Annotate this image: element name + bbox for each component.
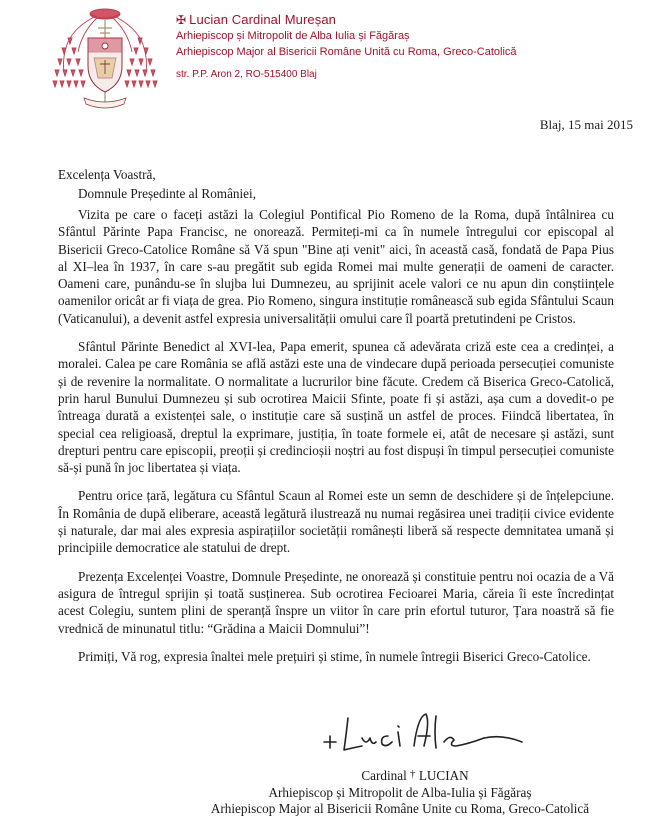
dagger-icon: † bbox=[410, 768, 416, 780]
letter-date: Blaj, 15 mai 2015 bbox=[539, 117, 633, 132]
paragraph: Prezența Excelenței Voastre, Domnule Președinte, ne onorează și constituie pentru noi ocazia de a Vă asigura de întregul sprijin și toată susținerea. Sub ocrotirea Fecioarei Maria, căreia îi este încredințat acest Colegiu, suntem plini de speranță înspre un viitor în care prin efortul tuturor, Țara noastră să fie vrednică de minunatul titlu: “Grădina a Maicii Domnului”! bbox=[58, 568, 614, 636]
signatory-name: Cardinal † LUCIAN bbox=[361, 768, 469, 783]
letterhead bbox=[176, 12, 646, 82]
closing-block bbox=[180, 766, 620, 818]
letterhead-title-2: Arhiepiscop Major al Bisericii Române Unită cu Roma, Greco-Catolică bbox=[176, 46, 517, 58]
salutation-line-1: Excelența Voastră, bbox=[58, 167, 156, 182]
letter-body bbox=[58, 206, 614, 676]
paragraph: Pentru orice țară, legătura cu Sfântul Scaun al Romei este un semn de deschidere și de înțelepciune. În România de după eliberare, această legătură ilustrează nu numai regăsirea unei tradiții civice evidente și naturale, dar mai ales expresia aspirațiilor societății românești liberă să respecte demnitatea umană și principiile democratice ale statului de drept. bbox=[58, 488, 614, 556]
signatory-title-1: Arhiepiscop și Mitropolit de Alba-Iulia și Făgăraș bbox=[268, 784, 532, 800]
paragraph: Vizita pe care o faceți astăzi la Colegiul Pontifical Pio Romeno de la Roma, după întâlnirea cu Sfântul Părinte Papa Francisc, ne onorează. Permiteți-mi ca în numele întregului cor episcopal al Bisericii Greco-Catolice Române să Vă spun "Bine ați venit" aici, în această casă, fondată de Papa Pius al XI–lea în 1937, în care s-au pregătit sub egida Romei mai multe generații de oameni de caracter. Oameni care, punându-se în slujba lui Dumnezeu, au sprijinit acele valori ce nu apun din conștiințele oamenilor oricât ar fi viața de grea. Pio Romeno, singura instituție românească sub egida Sfântului Scaun (Vaticanului), a devenit astfel expresia universalității omului care îl poartă pretutindeni pe Cristos. bbox=[58, 207, 614, 326]
letterhead-name: ✠ Lucian Cardinal Mureșan bbox=[176, 12, 336, 27]
cross-icon: ✠ bbox=[176, 13, 187, 27]
coat-of-arms-icon bbox=[50, 2, 160, 110]
letterhead-title-1: Arhiepiscop și Mitropolit de Alba Iulia și Făgăraș bbox=[176, 30, 410, 42]
letterhead-address: str. P.P. Aron 2, RO-515400 Blaj bbox=[176, 69, 317, 80]
paragraph: Sfântul Părinte Benedict al XVI-lea, Papa emerit, spunea că adevărata criză este cea a credinței, a moralei. Calea pe care România se află astăzi este una de vindecare după perioada persecuției comuniste și de revenire la normalitate. O normalitate a lucrurilor bine făcute. Credem că Biserica Greco-Catolică, prin harul Bunului Dumnezeu și sub ocrotirea Maicii Sfinte, poate fi și astăzi, așa cum a dovedit-o pe întreaga durată a existenței sale, o instituție care să susțină un astfel de proces. Fiindcă libertatea, în special cea religioasă, dreptul la exprimare, justiția, în toate formele ei, atât de necesare și astăzi, sunt drepturi pentru care episcopii, preoții și credincioșii noștri au fost dispuși în timpul persecuției comuniste să-și pună în joc libertatea și viața. bbox=[58, 339, 614, 476]
signatory-title-2: Arhiepiscop Major al Bisericii Române Unite cu Roma, Greco-Catolică bbox=[210, 801, 590, 816]
paragraph: Primiți, Vă rog, expresia înaltei mele prețuiri și stime, în numele întregii Biserici Greco-Catolice. bbox=[78, 648, 591, 664]
handwritten-signature bbox=[318, 702, 528, 766]
salutation bbox=[58, 165, 256, 203]
salutation-line-2: Domnule Președinte al României, bbox=[78, 186, 256, 201]
